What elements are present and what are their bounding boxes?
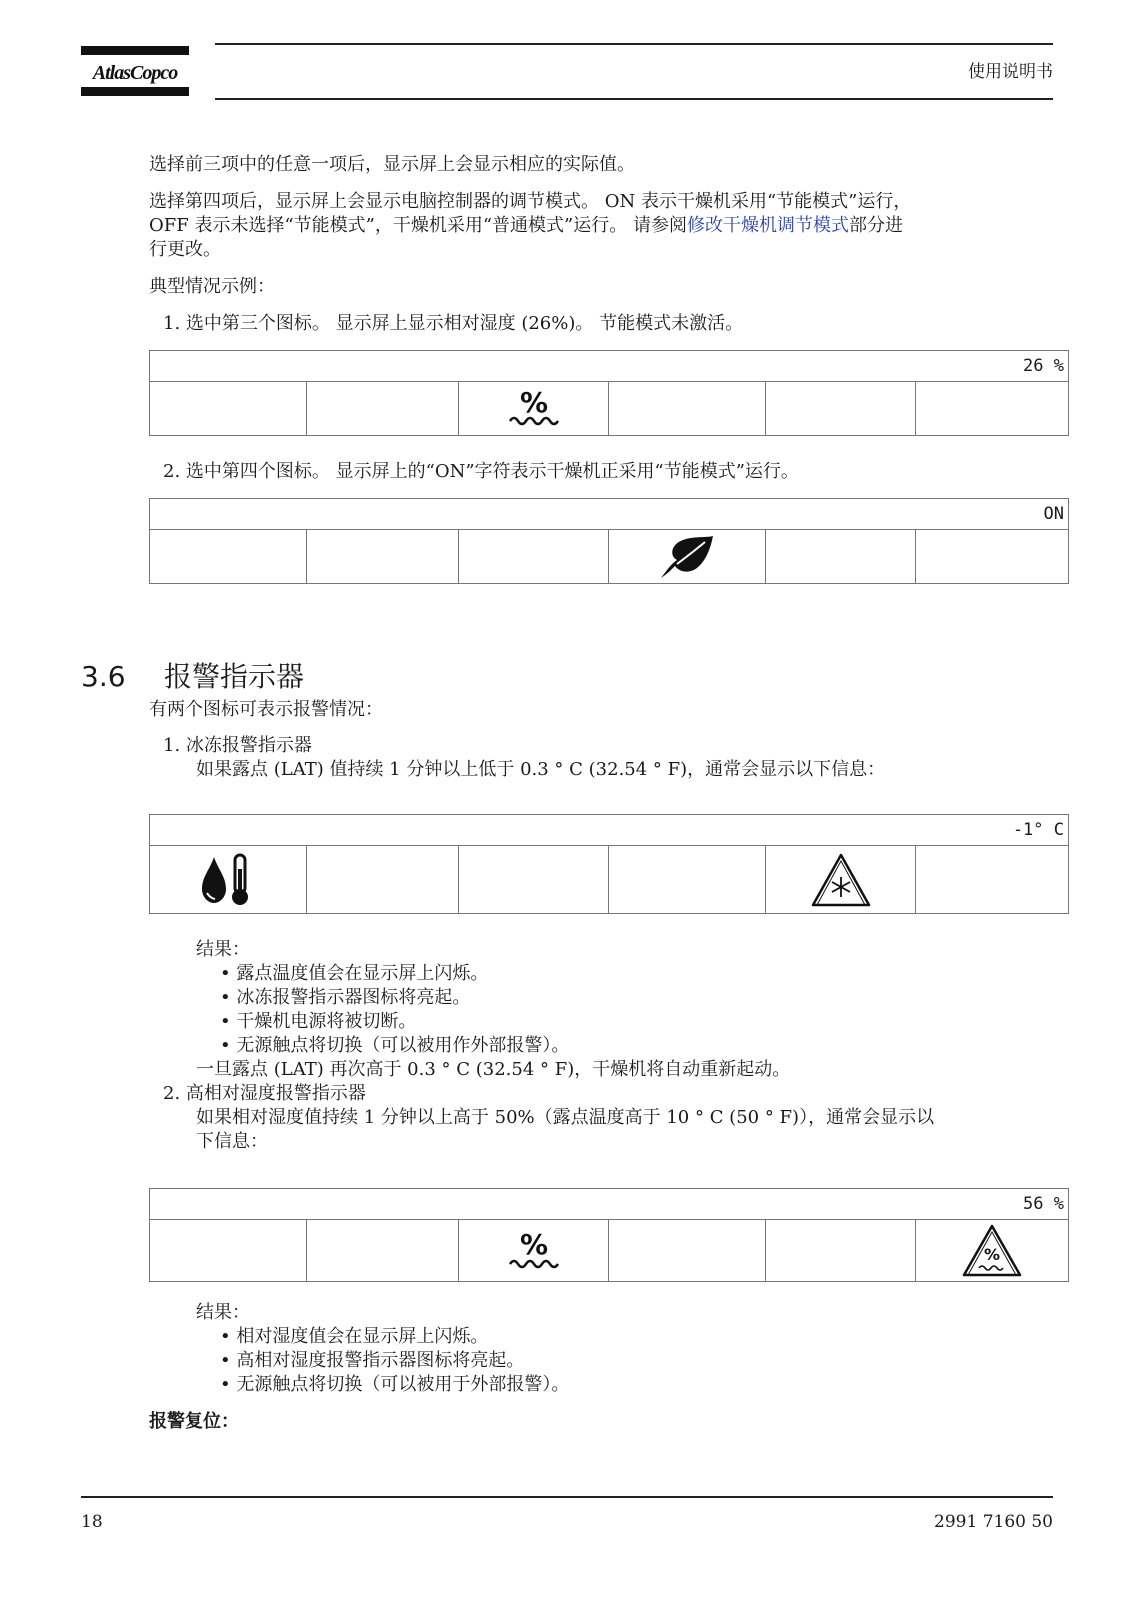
example-1-text: 1. 选中第三个图标。 显示屏上显示相对湿度 (26%)。 节能模式未激活。: [163, 313, 744, 334]
panel-cell-6: [916, 846, 1068, 914]
result-2-item-2: • 高相对湿度报警指示器图标将亮起。: [220, 1350, 525, 1371]
logo-text: AtlasCopco: [92, 62, 178, 84]
panel-cell-2: [307, 846, 459, 914]
panel-value: 56 %: [1023, 1194, 1064, 1214]
alarm-reset-heading: 报警复位：: [149, 1411, 239, 1432]
page-number: 18: [81, 1512, 103, 1532]
atlas-copco-logo: [81, 46, 189, 100]
result-2-item-1: • 相对湿度值会在显示屏上闪烁。: [220, 1326, 489, 1347]
display-panel-eco: [149, 498, 1069, 584]
display-panel-freeze-alarm: [149, 814, 1069, 914]
item-2-description-2: 下信息：: [196, 1131, 268, 1152]
panel-cell-2: [307, 382, 459, 436]
document-number: 2991 7160 50: [934, 1512, 1053, 1532]
bullet-text: 相对湿度值会在显示屏上闪烁。: [236, 1326, 489, 1347]
result-1-item-2: • 冰冻报警指示器图标将亮起。: [220, 987, 471, 1008]
result-2-label: 结果：: [196, 1302, 250, 1323]
dewpoint-thermometer-icon: [198, 851, 258, 909]
result-2-item-3: • 无源触点将切换（可以被用于外部报警）。: [220, 1374, 570, 1395]
freeze-warning-icon: [809, 851, 873, 909]
panel-cell-5: [766, 382, 916, 436]
humidity-icon: [504, 387, 564, 431]
header-top-rule: [215, 43, 1053, 45]
item-2-description-1: 如果相对湿度值持续 1 分钟以上高于 50%（露点温度高于 10 ° C (50 ° F)），通常会显示以: [196, 1107, 935, 1128]
panel-value-bar: [150, 815, 1068, 846]
bullet-text: 高相对湿度报警指示器图标将亮起。: [236, 1350, 525, 1371]
panel-cell-3: [459, 530, 609, 584]
header-bottom-rule: [215, 98, 1053, 100]
intro-p2-line-2-pre: OFF 表示未选择“节能模式”，干燥机采用“普通模式”运行。 请参阅: [149, 215, 687, 236]
svg-text:%: %: [983, 1245, 1001, 1264]
svg-text:%: %: [519, 387, 548, 419]
bullet-text: 无源触点将切换（可以被用于外部报警）。: [236, 1374, 570, 1395]
panel-value-bar: [150, 499, 1068, 530]
footer-rule: [81, 1496, 1053, 1498]
panel-cell-4: [609, 382, 766, 436]
panel-cell-6: [916, 1220, 1068, 1282]
panel-value: 26 %: [1023, 356, 1064, 376]
panel-cell-3: [459, 1220, 609, 1282]
humidity-warning-icon: [960, 1223, 1024, 1279]
bullet-text: 冰冻报警指示器图标将亮起。: [236, 987, 471, 1008]
panel-value: ON: [1043, 504, 1064, 524]
panel-cell-1: [150, 382, 307, 436]
panel-cell-2: [307, 530, 459, 584]
bullet-text: 干燥机电源将被切断。: [236, 1011, 417, 1032]
panel-cell-5: [766, 530, 916, 584]
panel-cell-3: [459, 846, 609, 914]
panel-cell-1: [150, 1220, 307, 1282]
panel-cell-5: [766, 846, 916, 914]
humidity-icon: [504, 1228, 564, 1274]
item-2-title: 2. 高相对湿度报警指示器: [163, 1083, 366, 1104]
panel-cell-4: [609, 846, 766, 914]
item-1-title: 1. 冰冻报警指示器: [163, 735, 312, 756]
examples-title: 典型情况示例：: [149, 276, 275, 297]
section-number: 3.6: [81, 660, 126, 693]
result-1-item-1: • 露点温度值会在显示屏上闪烁。: [220, 963, 489, 984]
panel-cell-4: [609, 1220, 766, 1282]
panel-cell-1: [150, 530, 307, 584]
panel-value-bar: [150, 351, 1068, 382]
result-1-label: 结果：: [196, 939, 250, 960]
panel-cell-6: [916, 530, 1068, 584]
section-intro: 有两个图标可表示报警情况：: [149, 699, 383, 720]
intro-p2-line-1: 选择第四项后，显示屏上会显示电脑控制器的调节模式。 ON 表示干燥机采用“节能模式”运行，: [149, 191, 912, 212]
panel-cell-3: [459, 382, 609, 436]
bullet-text: 无源触点将切换（可以被用作外部报警）。: [236, 1035, 570, 1056]
panel-cell-6: [916, 382, 1068, 436]
display-panel-humidity: [149, 350, 1069, 436]
panel-cell-5: [766, 1220, 916, 1282]
svg-text:%: %: [519, 1228, 548, 1261]
intro-p2-line-3: 行更改。: [149, 239, 221, 260]
bullet-text: 露点温度值会在显示屏上闪烁。: [236, 963, 489, 984]
section-title: 报警指示器: [164, 660, 305, 693]
intro-line-1: 选择前三项中的任意一项后，显示屏上会显示相应的实际值。: [149, 154, 635, 175]
doc-type-label: 使用说明书: [968, 62, 1053, 82]
item-1-description: 如果露点 (LAT) 值持续 1 分钟以上低于 0.3 ° C (32.54 ° F)，通常会显示以下信息：: [196, 759, 886, 780]
panel-cell-2: [307, 1220, 459, 1282]
panel-value-bar: [150, 1189, 1068, 1220]
restart-note: 一旦露点 (LAT) 再次高于 0.3 ° C (32.54 ° F)，干燥机将自动重新起动。: [196, 1059, 791, 1080]
intro-p2-line-2-post: 部分进: [849, 215, 903, 236]
panel-cell-4: [609, 530, 766, 584]
panel-value: -1° C: [1012, 820, 1064, 840]
leaf-icon: [657, 534, 717, 580]
intro-p2-line-2: [149, 214, 903, 238]
example-2-text: 2. 选中第四个图标。 显示屏上的“ON”字符表示干燥机正采用“节能模式”运行。: [163, 461, 799, 482]
result-1-item-4: • 无源触点将切换（可以被用作外部报警）。: [220, 1035, 570, 1056]
result-1-item-3: • 干燥机电源将被切断。: [220, 1011, 417, 1032]
panel-cell-1: [150, 846, 307, 914]
display-panel-humidity-alarm: [149, 1188, 1069, 1282]
adjust-mode-link[interactable]: 修改干燥机调节模式: [687, 215, 849, 236]
